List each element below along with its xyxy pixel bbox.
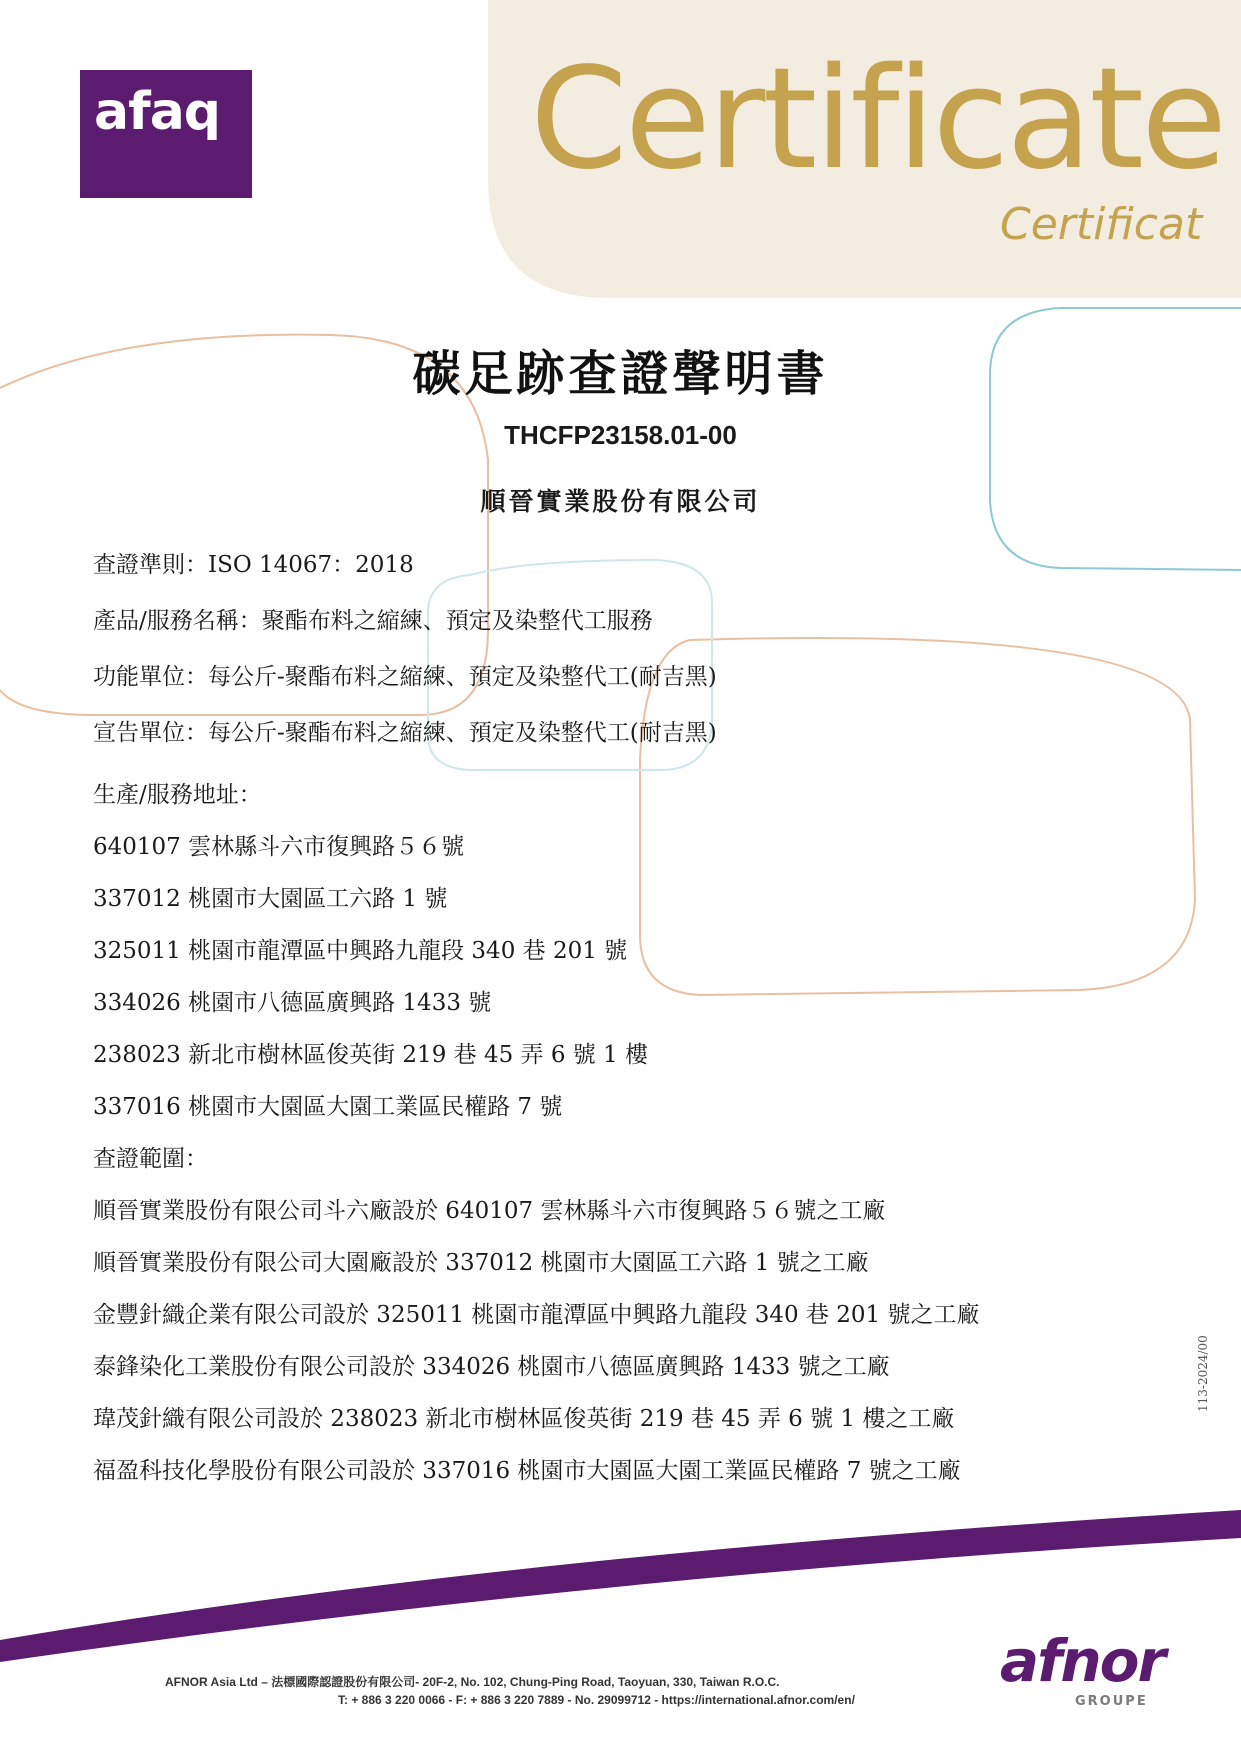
peach-curve-right xyxy=(640,638,1195,995)
company-name: 順晉實業股份有限公司 xyxy=(480,487,761,516)
address-line: 337012 桃園市大園區工六路 1 號 xyxy=(93,886,448,912)
address-line: 238023 新北市樹林區俊英街 219 巷 45 弄 6 號 1 樓 xyxy=(93,1042,649,1068)
statement-title: 碳足跡查證聲明書 xyxy=(412,346,829,402)
certificate-number: THCFP23158.01-00 xyxy=(504,420,737,450)
afnor-logo-groupe: GROUPE xyxy=(1075,1694,1148,1709)
address-label: 生產/服務地址： xyxy=(93,782,262,808)
certificate-title: Certificate xyxy=(530,38,1225,201)
afaq-logo-text: afaq xyxy=(94,82,221,142)
field-product-service: 產品/服務名稱：聚酯布料之縮練、預定及染整代工服務 xyxy=(93,608,653,634)
address-line: 325011 桃園市龍潭區中興路九龍段 340 巷 201 號 xyxy=(93,938,628,964)
footer-address: AFNOR Asia Ltd – 法標國際認證股份有限公司- 20F-2, No. 102, Chung-Ping Road, Taoyuan, 330, Taiwan R.O.C. xyxy=(165,1675,780,1689)
scope-line: 瑋茂針織有限公司設於 238023 新北市樹林區俊英街 219 巷 45 弄 6 號 1 樓之工廠 xyxy=(93,1406,955,1432)
scope-line: 福盈科技化學股份有限公司設於 337016 桃園市大園區大園工業區民權路 7 號之工廠 xyxy=(93,1458,961,1484)
scope-label: 查證範圍： xyxy=(93,1146,208,1172)
address-line: 337016 桃園市大園區大園工業區民權路 7 號 xyxy=(93,1094,563,1120)
field-declared-unit: 宣告單位：每公斤-聚酯布料之縮練、預定及染整代工(耐吉黑) xyxy=(93,720,717,746)
scope-line: 順晉實業股份有限公司斗六廠設於 640107 雲林縣斗六市復興路５６號之工廠 xyxy=(93,1198,886,1224)
afnor-logo: afnor xyxy=(1000,1627,1165,1695)
footer-contact: T: + 886 3 220 0066 - F: + 886 3 220 7889 - No. 29099712 - https://international.afnor.com/en/ xyxy=(338,1693,855,1707)
address-line: 640107 雲林縣斗六市復興路５６號 xyxy=(93,834,465,860)
field-functional-unit: 功能單位：每公斤-聚酯布料之縮練、預定及染整代工(耐吉黑) xyxy=(93,664,717,690)
field-standard: 查證準則：ISO 14067：2018 xyxy=(93,552,414,578)
scope-line: 金豐針織企業有限公司設於 325011 桃園市龍潭區中興路九龍段 340 巷 201 號之工廠 xyxy=(93,1302,980,1328)
afaq-logo xyxy=(80,70,252,198)
certificate-subtitle: Certificat xyxy=(1000,199,1203,250)
address-line: 334026 桃園市八德區廣興路 1433 號 xyxy=(93,990,492,1016)
scope-line: 順晉實業股份有限公司大園廠設於 337012 桃園市大園區工六路 1 號之工廠 xyxy=(93,1250,869,1276)
side-reference-code: 113-2024/00 xyxy=(1196,1335,1210,1412)
scope-line: 泰鋒染化工業股份有限公司設於 334026 桃園市八德區廣興路 1433 號之工廠 xyxy=(93,1354,890,1380)
